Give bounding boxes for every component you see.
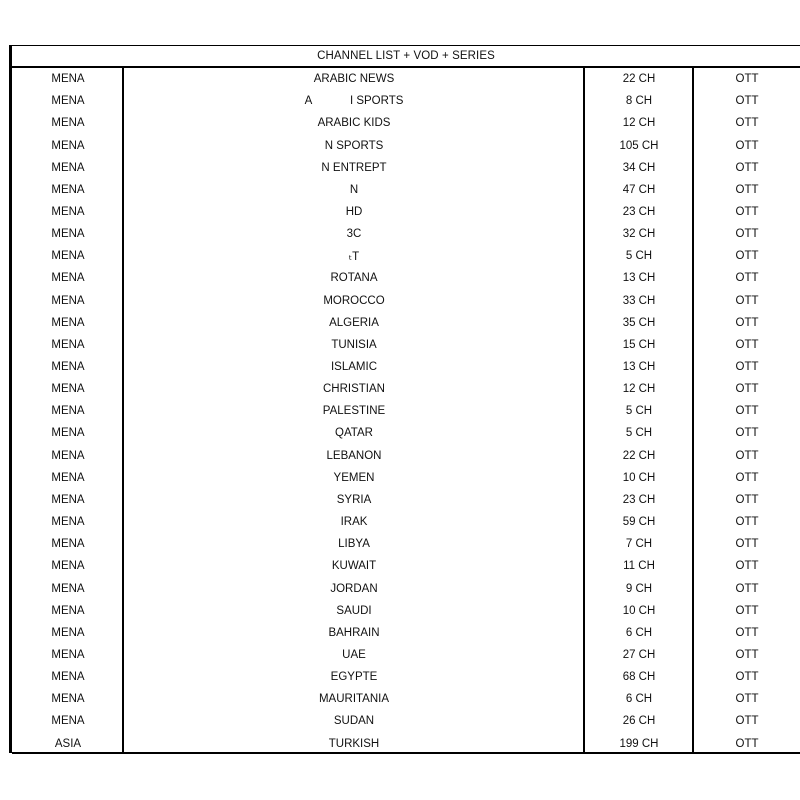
table-body (12, 68, 800, 754)
service-type-cell: OTT (735, 272, 759, 285)
service-type-cell: OTT (735, 516, 759, 529)
channel-count-cell: 13 CH (622, 361, 656, 374)
channel-group-cell: PALESTINE (322, 405, 386, 418)
table-row (12, 489, 800, 511)
region-cell: MENA (51, 139, 85, 152)
channel-count-cell: 23 CH (622, 205, 656, 218)
channel-group-cell: KUWAIT (331, 560, 377, 573)
table-row (12, 134, 800, 156)
table-row (12, 201, 800, 223)
region-cell: MENA (51, 471, 85, 484)
table-row (12, 710, 800, 732)
region-cell: MENA (51, 493, 85, 506)
channel-count-cell: 8 CH (625, 95, 653, 108)
channel-group-cell: JORDAN (330, 582, 378, 595)
channel-count-cell: 199 CH (619, 737, 659, 750)
table-row (12, 600, 800, 622)
region-cell: MENA (51, 228, 85, 241)
channel-count-cell: 22 CH (622, 449, 656, 462)
service-type-cell: OTT (735, 250, 759, 263)
channel-count-cell: 68 CH (622, 671, 656, 684)
region-cell: MENA (51, 560, 85, 573)
service-type-cell: OTT (735, 427, 759, 440)
service-type-cell: OTT (735, 715, 759, 728)
channel-group-cell: A I SPORTS (304, 95, 404, 108)
channel-group-cell: HD (345, 205, 363, 218)
region-cell: MENA (51, 294, 85, 307)
service-type-cell: OTT (735, 183, 759, 196)
service-type-cell: OTT (735, 294, 759, 307)
channel-group-cell: BAHRAIN (328, 626, 380, 639)
bottom-border (12, 752, 800, 754)
service-type-cell: OTT (735, 604, 759, 617)
region-cell: MENA (51, 117, 85, 130)
channel-group-cell: TUNISIA (331, 338, 377, 351)
channel-count-cell: 5 CH (625, 250, 653, 263)
channel-count-cell: 6 CH (625, 626, 653, 639)
channel-count-cell: 27 CH (622, 648, 656, 661)
region-cell: MENA (51, 272, 85, 285)
channel-group-cell: LIBYA (338, 538, 370, 551)
table-row (12, 223, 800, 245)
region-cell: MENA (51, 250, 85, 263)
service-type-cell: OTT (735, 471, 759, 484)
channel-count-cell: 7 CH (625, 538, 653, 551)
channel-count-cell: 10 CH (622, 471, 656, 484)
service-type-cell: OTT (735, 582, 759, 595)
channel-group-cell: MAURITANIA (318, 693, 390, 706)
channel-count-cell: 105 CH (619, 139, 659, 152)
channel-count-cell: 12 CH (622, 117, 656, 130)
channel-group-cell: N ENTREPT (321, 161, 387, 174)
channel-count-cell: 12 CH (622, 383, 656, 396)
region-cell: MENA (51, 383, 85, 396)
channel-group-cell: ARABIC NEWS (313, 73, 395, 86)
channel-count-cell: 26 CH (622, 715, 656, 728)
channel-group-cell: SAUDI (336, 604, 372, 617)
table-row (12, 378, 800, 400)
channel-count-cell: 11 CH (623, 560, 655, 573)
service-type-cell: OTT (735, 449, 759, 462)
table-row (12, 68, 800, 90)
region-cell: MENA (51, 316, 85, 329)
table-row (12, 312, 800, 334)
channel-group-cell: ISLAMIC (330, 361, 377, 374)
region-cell: MENA (51, 516, 85, 529)
table-row (12, 356, 800, 378)
region-cell: MENA (51, 538, 85, 551)
table-row (12, 622, 800, 644)
service-type-cell: OTT (735, 361, 759, 374)
table-row (12, 179, 800, 201)
region-cell: MENA (51, 405, 85, 418)
channel-group-cell: UAE (342, 648, 366, 661)
table-row (12, 334, 800, 356)
channel-group-cell: 3C (346, 228, 362, 241)
channel-count-cell: 6 CH (625, 693, 653, 706)
table-row (12, 245, 800, 267)
service-type-cell: OTT (735, 648, 759, 661)
channel-group-cell: ARABIC KIDS (317, 117, 391, 130)
service-type-cell: OTT (735, 671, 759, 684)
service-type-cell: OTT (735, 560, 759, 573)
table-row (12, 467, 800, 489)
channel-count-cell: 5 CH (625, 405, 653, 418)
table-row (12, 666, 800, 688)
service-type-cell: OTT (735, 737, 759, 750)
region-cell: MENA (51, 715, 85, 728)
service-type-cell: OTT (735, 73, 759, 86)
channel-count-cell: 5 CH (625, 427, 653, 440)
service-type-cell: OTT (735, 161, 759, 174)
service-type-cell: OTT (735, 693, 759, 706)
table-row (12, 555, 800, 577)
region-cell: ASIA (54, 737, 82, 750)
service-type-cell: OTT (735, 493, 759, 506)
region-cell: MENA (51, 582, 85, 595)
region-cell: MENA (51, 183, 85, 196)
channel-group-cell: ₜT (348, 251, 360, 264)
channel-count-cell: 32 CH (622, 228, 656, 241)
channel-count-cell: 34 CH (622, 161, 656, 174)
channel-list-table (9, 45, 800, 753)
region-cell: MENA (51, 671, 85, 684)
channel-count-cell: 9 CH (625, 582, 653, 595)
table-row (12, 90, 800, 112)
service-type-cell: OTT (735, 316, 759, 329)
channel-group-cell: TURKISH (328, 737, 380, 750)
table-row (12, 644, 800, 666)
table-row (12, 533, 800, 555)
channel-group-cell: CHRISTIAN (323, 383, 385, 396)
channel-group-cell: EGYPTE (330, 671, 378, 684)
channel-count-cell: 22 CH (622, 73, 656, 86)
channel-count-cell: 59 CH (622, 516, 656, 529)
table-row (12, 445, 800, 467)
table-row (12, 511, 800, 533)
table-row (12, 688, 800, 710)
service-type-cell: OTT (735, 538, 759, 551)
channel-group-cell: IRAK (340, 516, 368, 529)
service-type-cell: OTT (735, 95, 759, 108)
table-row (12, 290, 800, 312)
channel-group-cell: ROTANA (330, 272, 378, 285)
region-cell: MENA (51, 449, 85, 462)
channel-group-cell: YEMEN (333, 471, 375, 484)
table-row (12, 577, 800, 599)
channel-count-cell: 23 CH (622, 493, 656, 506)
service-type-cell: OTT (735, 117, 759, 130)
channel-group-cell: MOROCCO (323, 294, 385, 307)
region-cell: MENA (51, 161, 85, 174)
channel-group-cell: LEBANON (326, 449, 382, 462)
region-cell: MENA (51, 604, 85, 617)
service-type-cell: OTT (735, 205, 759, 218)
table-row (12, 422, 800, 444)
table-title: CHANNEL LIST + VOD + SERIES (12, 46, 800, 68)
channel-group-cell: ALGERIA (329, 316, 379, 329)
channel-group-cell: N (349, 183, 359, 196)
channel-count-cell: 33 CH (622, 294, 656, 307)
channel-group-cell: SYRIA (336, 493, 372, 506)
channel-group-cell: QATAR (335, 427, 373, 440)
region-cell: MENA (51, 338, 85, 351)
table-row (12, 112, 800, 134)
table-row (12, 267, 800, 289)
service-type-cell: OTT (735, 405, 759, 418)
channel-group-cell: SUDAN (333, 715, 375, 728)
region-cell: MENA (51, 205, 85, 218)
region-cell: MENA (51, 693, 85, 706)
table-row (12, 157, 800, 179)
service-type-cell: OTT (735, 626, 759, 639)
channel-count-cell: 47 CH (622, 183, 656, 196)
service-type-cell: OTT (735, 383, 759, 396)
service-type-cell: OTT (735, 338, 759, 351)
channel-count-cell: 15 CH (622, 338, 656, 351)
table-row (12, 400, 800, 422)
region-cell: MENA (51, 648, 85, 661)
channel-count-cell: 35 CH (622, 316, 656, 329)
region-cell: MENA (51, 361, 85, 374)
region-cell: MENA (51, 95, 85, 108)
service-type-cell: OTT (735, 228, 759, 241)
channel-group-cell: N SPORTS (324, 139, 384, 152)
region-cell: MENA (51, 73, 85, 86)
region-cell: MENA (51, 427, 85, 440)
channel-count-cell: 10 CH (622, 604, 656, 617)
region-cell: MENA (51, 626, 85, 639)
channel-count-cell: 13 CH (622, 272, 656, 285)
service-type-cell: OTT (735, 139, 759, 152)
